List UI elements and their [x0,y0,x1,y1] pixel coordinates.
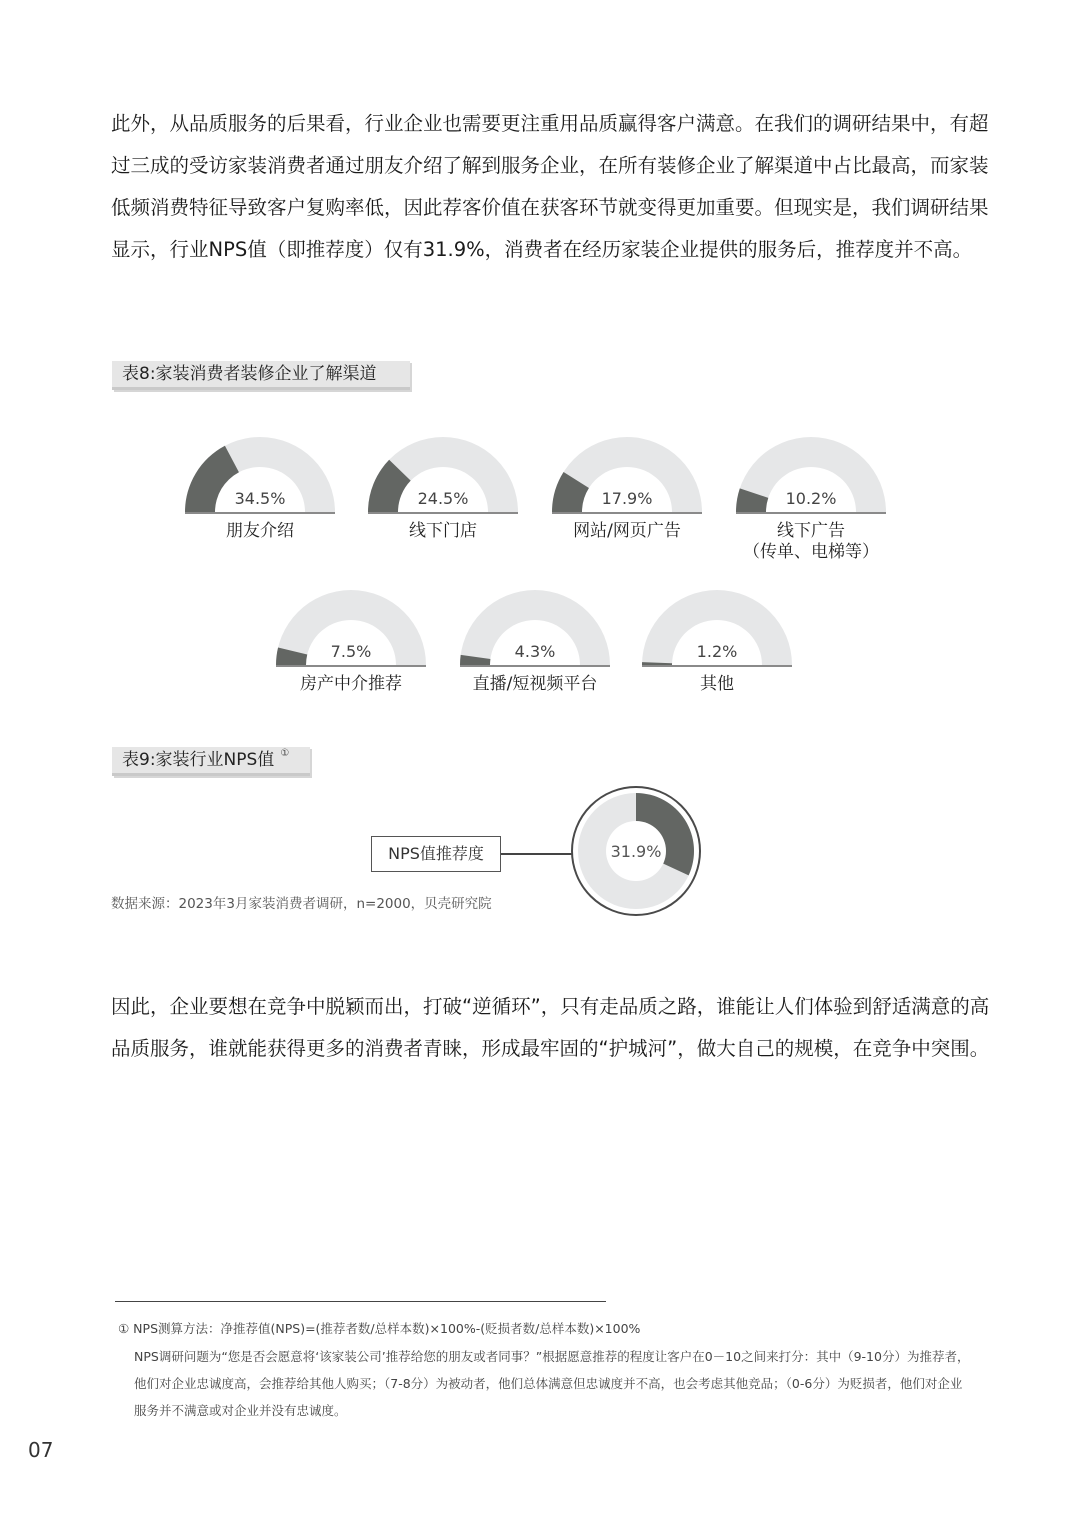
donut-value-label: 31.9% [610,842,662,861]
nps-donut-chart [570,785,702,917]
gauge-value-label: 4.3% [514,642,556,661]
gauge-category-label: 线下门店 [409,521,477,541]
gauge-value-label: 10.2% [785,489,837,508]
page-number: 07 [28,1438,54,1462]
footnote-divider [115,1301,606,1302]
gauge-category-label: 其他 [700,674,734,694]
gauge-value-label: 7.5% [330,642,372,661]
gauge-value-label: 17.9% [601,489,653,508]
gauge-category-label: （传单、电梯等） [743,542,879,562]
gauge-category-label: 直播/短视频平台 [472,674,598,694]
gauge-value-label: 1.2% [696,642,738,661]
intro-paragraph: 此外，从品质服务的后果看，行业企业也需要更注重用品质赢得客户满意。在我们的调研结果中，有超过三成的受访家装消费者通过朋友介绍了解到服务企业，在所有装修企业了解渠道中占比最高，而家装低频消费特征导致客户复购率低，因此荐客价值在获客环节就变得更加重要。但现实是，我们调研结果显示，行业NPS值（即推荐度）仅有31.9%，消费者在经历家装企业提供的服务后，推荐度并不高。 [111,112,989,261]
gauge-category-label: 房产中介推荐 [300,674,402,694]
gauge-value-label: 24.5% [417,489,469,508]
data-source: 数据来源：2023年3月家装消费者调研，n=2000，贝壳研究院 [111,896,492,912]
gauge-category-label: 线下广告 [777,521,845,541]
gauge-category-label: 网站/网页广告 [573,521,681,541]
gauge-category-label: 朋友介绍 [226,521,294,541]
footnote-explanation: NPS调研问题为“您是否会愿意将‘该家装公司’推荐给您的朋友或者同事？”根据愿意推荐的程度让客户在0－10之间来打分：其中（9-10分）为推荐者，他们对企业忠诚度高，会推荐给其他人购买；（7-8分）为被动者，他们总体满意但忠诚度并不高，也会考虑其他竞品；（0-6分）为贬损者，他们对企业服务并不满意或对企业并没有忠诚度。 [134,1349,970,1418]
gauge-value-label: 34.5% [234,489,286,508]
conclusion-paragraph: 因此，企业要想在竞争中脱颖而出，打破“逆循环”，只有走品质之路，谁能让人们体验到舒适满意的高品质服务，谁就能获得更多的消费者青睐，形成最牢固的“护城河”，做大自己的规模，在竞争中突围。 [111,995,990,1060]
table9-title-text: 表9:家装行业NPS值 [122,750,275,770]
nps-label-box: NPS值推荐度 [371,836,501,872]
nps-connector-line [501,853,573,855]
footnote-marker: ① [280,748,290,759]
footnote-formula: ① NPS测算方法：净推荐值(NPS)=(推荐者数/总样本数)×100%-(贬损者数/总样本数)×100% [118,1321,641,1336]
channel-gauge-chart [0,420,1080,710]
table8-title-text: 表8:家装消费者装修企业了解渠道 [122,364,377,384]
table9-title [112,747,310,776]
table8-title [112,361,410,390]
